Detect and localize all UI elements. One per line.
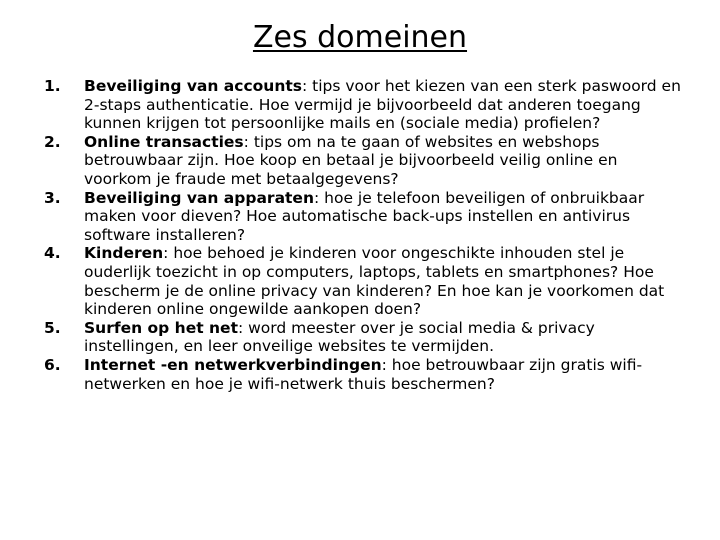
list-item-text: : hoe behoed je kinderen voor ongeschikte inhouden stel je ouderlijk toezicht in op computers, laptops, tablets en smartphones? Hoe bescherm je de online privacy van kinderen? En hoe kan je voorkomen dat kinderen online ongewilde aankopen doen? [84, 244, 665, 319]
list-item-number: 4. [44, 244, 61, 263]
list-item-number: 2. [44, 132, 61, 151]
list-item-accounts [44, 77, 684, 133]
list-item-text: : tips om na te gaan of websites en webshops betrouwbaar zijn. Hoe koop en betaal je bijvoorbeeld veilig online en voorkom je fraude met betaalgegevens? [84, 132, 618, 188]
list-item-term: Surfen op het net [84, 318, 238, 337]
list-item-term: Online transacties [84, 132, 244, 151]
list-item-text: : hoe je telefoon beveiligen of onbruikbaar maken voor dieven? Hoe automatische back-ups instellen en antivirus software installeren? [84, 188, 645, 244]
list-item-surfing [44, 319, 684, 356]
list-item-children [44, 244, 684, 318]
list-item-text: : tips voor het kiezen van een sterk paswoord en 2-staps authenticatie. Hoe vermijd je bijvoorbeeld dat anderen toegang kunnen krijgen tot persoonlijke mails en (sociale media) profielen? [84, 77, 681, 133]
list-item-network [44, 356, 684, 393]
list-item-term: Beveiliging van accounts [84, 77, 302, 95]
list-item-number: 3. [44, 188, 61, 207]
list-item-transactions [44, 133, 684, 189]
list-item-devices [44, 189, 684, 245]
list-item-number: 1. [44, 77, 61, 95]
domain-list [44, 77, 684, 393]
list-item-text: : word meester over je social media & privacy instellingen, en leer onveilige websites te vermijden. [84, 318, 595, 356]
list-item-number: 5. [44, 318, 61, 337]
list-item-term: Beveiliging van apparaten [84, 188, 314, 207]
slide-title: Zes domeinen [252, 20, 468, 55]
list-item-term: Internet -en netwerkverbindingen [84, 355, 382, 374]
list-item-number: 6. [44, 355, 61, 374]
list-item-text: : hoe betrouwbaar zijn gratis wifi-netwerken en hoe je wifi-netwerk thuis beschermen? [84, 355, 643, 393]
list-item-term: Kinderen [84, 244, 164, 263]
